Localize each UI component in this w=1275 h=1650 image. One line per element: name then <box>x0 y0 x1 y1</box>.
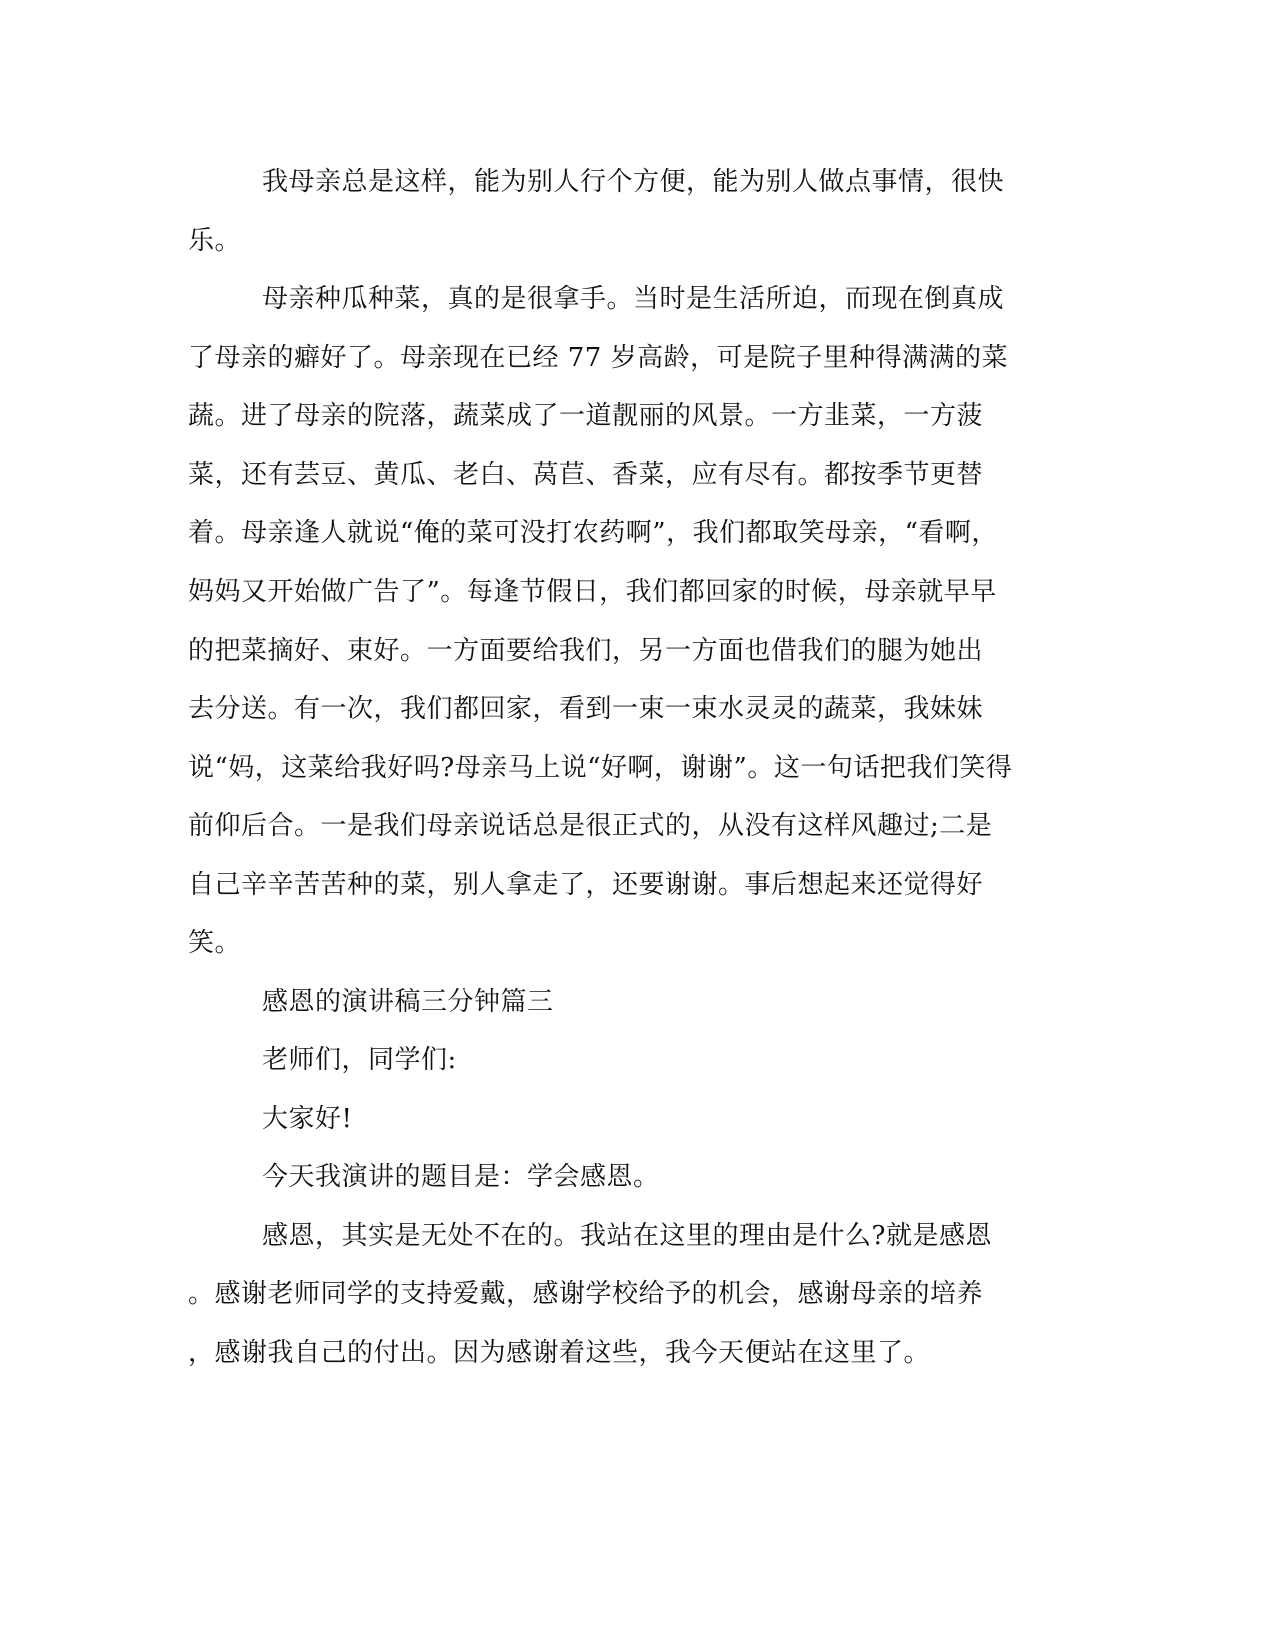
text-line: 蔬。进了母亲的院落，蔬菜成了一道靓丽的风景。一方韭菜，一方菠 <box>188 401 984 431</box>
text-line: 大家好! <box>262 1104 353 1134</box>
text-line: 。感谢老师同学的支持爱戴，感谢学校给予的机会，感谢母亲的培养 <box>188 1279 984 1309</box>
text-line: 妈妈又开始做广告了”。每逢节假日，我们都回家的时候，母亲就早早 <box>188 577 997 607</box>
text-line: 我母亲总是这样，能为别人行个方便，能为别人做点事情，很快 <box>262 167 1005 197</box>
text-line: 菜，还有芸豆、黄瓜、老白、莴苣、香菜，应有尽有。都按季节更替 <box>188 460 984 490</box>
text-line: 前仰后合。一是我们母亲说话总是很正式的，从没有这样风趣过;二是 <box>188 811 993 841</box>
text-line: 着。母亲逢人就说“俺的菜可没打农药啊”，我们都取笑母亲，“看啊， <box>188 518 998 548</box>
text-line: 老师们，同学们: <box>262 1045 457 1075</box>
text-line: 笑。 <box>188 928 242 958</box>
text-line: 乐。 <box>188 226 242 256</box>
text-line: 今天我演讲的题目是：学会感恩。 <box>262 1162 660 1192</box>
text-line: 的把菜摘好、束好。一方面要给我们，另一方面也借我们的腿为她出 <box>188 636 984 666</box>
text-line: 自己辛辛苦苦种的菜，别人拿走了，还要谢谢。事后想起来还觉得好 <box>188 870 984 900</box>
text-line: ，感谢我自己的付出。因为感谢着这些，我今天便站在这里了。 <box>188 1338 931 1368</box>
text-line: 去分送。有一次，我们都回家，看到一束一束水灵灵的蔬菜，我妹妹 <box>188 694 984 724</box>
text-line: 母亲种瓜种菜，真的是很拿手。当时是生活所迫，而现在倒真成 <box>262 284 1005 314</box>
text-line: 感恩，其实是无处不在的。我站在这里的理由是什么?就是感恩 <box>262 1221 992 1251</box>
text-line: 感恩的演讲稿三分钟篇三 <box>262 987 554 1017</box>
text-line: 说“妈，这菜给我好吗?母亲马上说“好啊，谢谢”。这一句话把我们笑得 <box>188 753 1013 783</box>
text-line: 了母亲的癖好了。母亲现在已经 77 岁高龄，可是院子里种得满满的菜 <box>188 343 1009 373</box>
